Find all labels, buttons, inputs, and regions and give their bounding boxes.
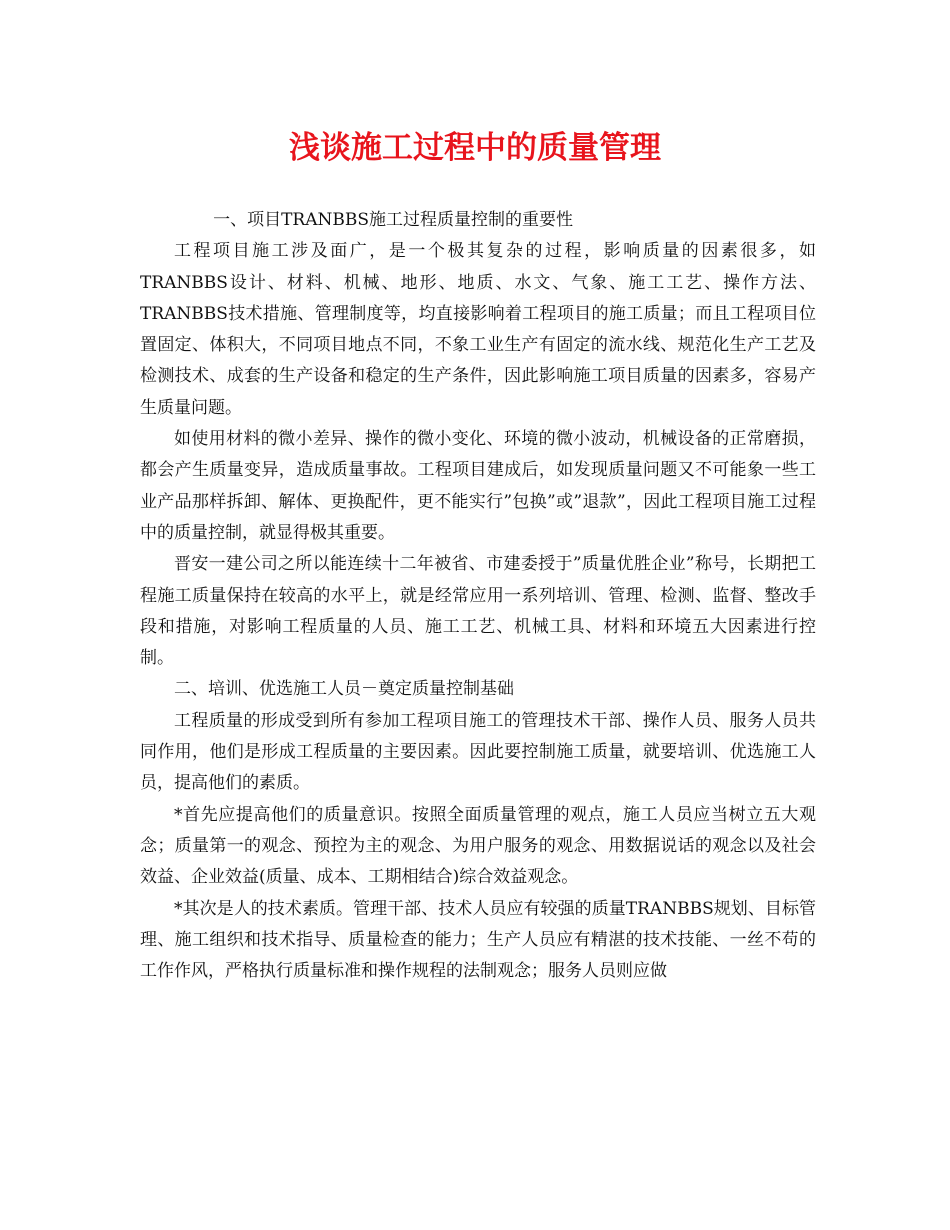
paragraph: 如使用材料的微小差异、操作的微小变化、环境的微小波动，机械设备的正常磨损，都会产生质量变异，造成质量事故。工程项目建成后，如发现质量问题又不可能象一些工业产品那样拆卸、解体、更换配件，更不能实行”包换”或”退款”，因此工程项目施工过程中的质量控制，就显得极其重要。 (140, 429, 816, 543)
paragraph: 工程质量的形成受到所有参加工程项目施工的管理技术干部、操作人员、服务人员共同作用，他们是形成工程质量的主要因素。因此要控制施工质量，就要培训、优选施工人员，提高他们的素质。 (140, 710, 816, 794)
document-title: 浅谈施工过程中的质量管理 (289, 130, 661, 166)
paragraph: 工程项目施工涉及面广，是一个极其复杂的过程，影响质量的因素很多，如TRANBBS设计、材料、机械、地形、地质、水文、气象、施工工艺、操作方法、TRANBBS技术措施、管理制度等，均直接影响着工程项目的施工质量；而且工程项目位置固定、体积大，不同项目地点不同，不象工业生产有固定的流水线、规范化生产工艺及检测技术、成套的生产设备和稳定的生产条件，因此影响施工项目质量的因素多，容易产生质量问题。 (140, 241, 816, 418)
paragraph: 晋安一建公司之所以能连续十二年被省、市建委授于”质量优胜企业”称号，长期把工程施工质量保持在较高的水平上，就是经常应用一系列培训、管理、检测、监督、整改手段和措施，对影响工程质量的人员、施工工艺、机械工具、材料和环境五大因素进行控制。 (140, 554, 816, 669)
section-heading-2: 二、培训、优选施工人员－奠定质量控制基础 (174, 679, 514, 700)
document-body (140, 205, 816, 987)
section-heading-1: 一、项目TRANBBS施工过程质量控制的重要性 (213, 210, 574, 230)
paragraph: *其次是人的技术素质。管理干部、技术人员应有较强的质量TRANBBS规划、目标管理、施工组织和技术指导、质量检查的能力；生产人员应有精湛的技术技能、一丝不苟的工作作风，严格执行质量标准和操作规程的法制观念；服务人员则应做 (140, 898, 816, 982)
paragraph: *首先应提高他们的质量意识。按照全面质量管理的观点，施工人员应当树立五大观念；质量第一的观念、预控为主的观念、为用户服务的观念、用数据说话的观念以及社会效益、企业效益(质量、成本、工期相结合)综合效益观念。 (140, 804, 816, 888)
